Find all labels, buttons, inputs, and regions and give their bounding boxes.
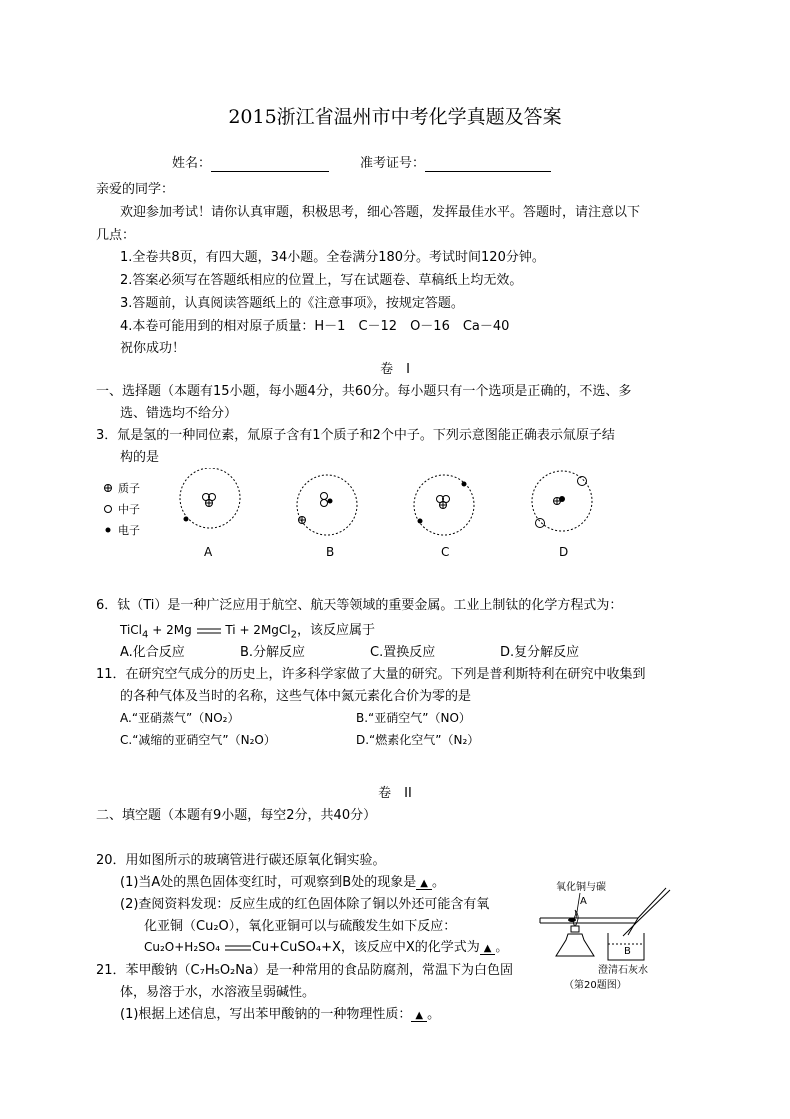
- q6-option-c: C.置换反应: [370, 645, 436, 660]
- note-3: 3.答题前，认真阅读答题纸上的《注意事项》，按规定答题。: [120, 296, 464, 311]
- q21-sub-1: [120, 1007, 440, 1023]
- q21-sub-1-text: (1)根据上述信息，写出苯甲酸钠的一种物理性质：: [120, 1007, 412, 1022]
- legend-neutron: [105, 502, 141, 516]
- atom-b: [297, 475, 357, 559]
- q20-sub-2-line-1: (2)查阅资料发现：反应生成的红色固体除了铜以外还可能含有氧: [120, 897, 490, 912]
- q20-equation: [144, 940, 508, 956]
- q20-apparatus-figure: [538, 878, 688, 990]
- q11-option-c: C.“减缩的亚硝空气”（N₂O）: [120, 733, 276, 747]
- id-blank: [425, 157, 551, 172]
- atom-c: [414, 475, 474, 559]
- q20-line-1: 20．用如图所示的玻璃管进行碳还原氧化铜实验。: [96, 853, 386, 868]
- q20-sub-1-end: 。: [431, 875, 445, 890]
- atom-d: [532, 471, 592, 559]
- q6-option-b: B.分解反应: [240, 645, 306, 660]
- q20-sub-1-text: (1)当A处的黑色固体变红时，可观察到B处的现象是: [120, 875, 417, 890]
- intro-line-1: 欢迎参加考试！请你认真审题，积极思考，细心答题，发挥最佳水平。答题时，请注意以下: [120, 205, 641, 220]
- q20-eq-right: Cu+CuSO₄+X，该反应中X的化学式为: [251, 940, 480, 955]
- id-label: 准考证号：: [360, 156, 426, 171]
- note-1: 1.全卷共8页，有四大题，34小题。全卷满分180分。考试时间120分钟。: [120, 250, 545, 265]
- equals-sign-2: [224, 944, 252, 952]
- fig-label-liquid: 澄清石灰水: [598, 965, 648, 976]
- q11-option-d: D.“燃素化空气”（N₂）: [356, 733, 480, 747]
- eq-ti: Ti + 2MgCl: [221, 623, 291, 637]
- eq-sub-2: 2: [290, 629, 298, 641]
- atom-a: [180, 468, 240, 559]
- fig-label-top: 氧化铜与碳: [556, 882, 606, 893]
- eq-tail: ，该反应属于: [297, 623, 376, 638]
- volume-1-heading: 卷 I: [380, 362, 410, 377]
- flask: [556, 910, 594, 956]
- q21-sub-1-end: 。: [427, 1007, 441, 1022]
- atom-c-label: C: [441, 545, 450, 559]
- q11-line-1: 11．在研究空气成分的历史上，许多科学家做了大量的研究。下列是普利斯特利在研究中收集到: [96, 667, 646, 682]
- fig-label-a: A: [580, 896, 587, 907]
- answer-blank-3: ▲: [411, 1011, 427, 1022]
- volume-2-heading: 卷 II: [378, 786, 412, 801]
- section-1-line-1: 一、选择题（本题有15小题，每小题4分，共60分。每小题只有一个选项是正确的，不选、多: [96, 384, 632, 399]
- atom-d-label: D: [559, 545, 569, 559]
- legend-proton-label: 质子: [118, 482, 140, 495]
- answer-blank-1: ▲: [416, 879, 432, 890]
- glass-tube: [540, 888, 670, 936]
- atom-a-label: A: [204, 545, 213, 559]
- atom-b-label: B: [326, 545, 335, 559]
- answer-blank-2: ▲: [480, 944, 496, 955]
- eq-mg: + 2Mg: [148, 623, 192, 637]
- intro-line-2: 几点：: [96, 228, 136, 243]
- id-field: [360, 156, 551, 172]
- q20-sub-2-line-2: 化亚铜（Cu₂O），氧化亚铜可以与硫酸发生如下反应：: [144, 919, 457, 934]
- name-field: [172, 156, 329, 172]
- section-1-line-2: 选、错选均不给分）: [120, 406, 238, 421]
- name-blank: [211, 157, 329, 172]
- q20-eq-end: 。: [495, 940, 508, 954]
- equals-sign: [196, 627, 222, 635]
- q11-option-b: B.“亚硝空气”（NO）: [356, 711, 471, 725]
- note-2: 2.答案必须写在答题纸相应的位置上，写在试题卷、草稿纸上均无效。: [120, 273, 523, 288]
- fig-label-b: B: [624, 946, 631, 957]
- page-title: 2015浙江省温州市中考化学真题及答案: [228, 106, 562, 128]
- q6-option-a: A.化合反应: [120, 645, 185, 660]
- q11-line-2: 的各种气体及当时的名称，这些气体中氮元素化合价为零的是: [120, 689, 472, 704]
- note-4: 4.本卷可能用到的相对原子质量：H－1 C－12 O－16 Ca－40: [120, 319, 510, 334]
- section-2-heading: 二、填空题（本题有9小题，每空2分，共40分）: [96, 808, 377, 823]
- legend-electron-label: 电子: [118, 524, 140, 537]
- greeting: 亲爱的同学：: [96, 182, 175, 197]
- fig-caption: （第20题图）: [564, 980, 627, 990]
- legend-electron: [106, 523, 141, 537]
- q6-option-d: D.复分解反应: [500, 645, 580, 660]
- legend-proton: [105, 481, 141, 495]
- legend-neutron-label: 中子: [118, 503, 140, 516]
- atom-diagrams: [96, 468, 616, 568]
- q21-line-1: 21．苯甲酸钠（C₇H₅O₂Na）是一种常用的食品防腐剂，常温下为白色固: [96, 963, 513, 978]
- name-label: 姓名：: [172, 156, 212, 171]
- q20-eq-left: Cu₂O+H₂SO₄: [144, 940, 221, 954]
- q3-line-1: 3．氚是氢的一种同位素，氚原子含有1个质子和2个中子。下列示意图能正确表示氚原子结: [96, 428, 615, 443]
- q20-sub-1: [120, 875, 445, 891]
- eq-tic-l: TiCl: [120, 623, 143, 637]
- q3-line-2: 构的是: [120, 450, 160, 465]
- wish: 祝你成功！: [120, 341, 186, 356]
- eq-sub-4: 4: [142, 629, 149, 641]
- q21-line-2: 体，易溶于水，水溶液呈弱碱性。: [120, 985, 316, 1000]
- q6-line-1: 6．钛（Ti）是一种广泛应用于航空、航天等领域的重要金属。工业上制钛的化学方程式为：: [96, 598, 623, 613]
- q11-option-a: A.“亚硝蒸气”（NO₂）: [120, 711, 240, 725]
- q6-equation: [120, 623, 375, 641]
